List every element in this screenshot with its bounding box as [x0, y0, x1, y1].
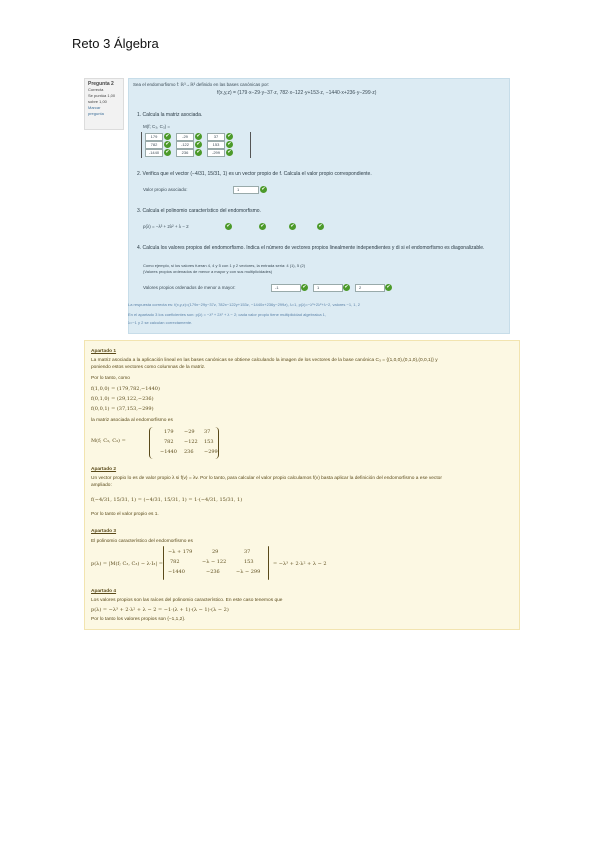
question-state: Correcta: [88, 87, 104, 92]
part3-formula: p(λ) = −λ³ + 2λ² + λ − 2: [143, 224, 189, 229]
eigenvalue-input[interactable]: [233, 186, 259, 194]
solution-matrix-label: M(f; C₃, C₃) =: [91, 438, 126, 444]
question-intro: Sea el endomorfismo f: ℝ³→ℝ³ definido en las bases canónicas por:: [133, 82, 270, 87]
solution-text-4a: Los valores propios son las raíces del polinomio característico. En este caso tenemos que: [91, 598, 283, 603]
check-icon: ✔: [290, 223, 295, 229]
char-matrix-entry: −λ − 122: [202, 559, 227, 565]
matrix-cell-2-2[interactable]: -122: [176, 141, 194, 149]
question-number: Pregunta 2: [88, 81, 114, 87]
solution-eq-2: f(−4/31, 15/31, 1) = (−4/31, 15/31, 1) = 1·(−4/31, 15/31, 1): [91, 497, 243, 503]
eigenvalue-1-input[interactable]: [271, 284, 301, 292]
check-icon: ✔: [165, 141, 170, 147]
check-icon: ✔: [302, 284, 307, 290]
char-matrix-entry: 782: [170, 559, 180, 565]
matrix-cell-3-3[interactable]: -299: [207, 149, 225, 157]
char-matrix-entry: 29: [212, 549, 219, 555]
matrix-cell-1-2[interactable]: -29: [176, 133, 194, 141]
matrix-entry: −299: [204, 449, 218, 455]
char-matrix-entry: 153: [244, 559, 254, 565]
check-icon: ✔: [196, 133, 201, 139]
matrix-entry: 179: [164, 429, 174, 435]
flag-question-link-2[interactable]: pregunta: [88, 111, 104, 116]
flag-question-link[interactable]: Marcar: [88, 105, 101, 110]
part1-label: 1. Calcula la matriz asociada.: [137, 112, 203, 118]
eigenvalue-3-value: 2: [359, 285, 362, 290]
solution-heading-3: Apartado 3: [91, 529, 117, 534]
matrix-cell-2-1[interactable]: 782: [145, 141, 163, 149]
image-vector-1: f(1,0,0) = (179,782,−1440): [91, 386, 160, 392]
part2-answer-label: Valor propio asociado:: [143, 187, 188, 192]
solution-p3-label: p(λ) = |M(f; C₃, C₃) − λ·I₃| =: [91, 561, 163, 567]
part4-note1: Como ejemplo, si los valores fueran 4, 4 y 5 con 1 y 2 vectores, la entrada seria: 4 (1), 5 (2): [143, 263, 306, 268]
solution-matrix: [149, 427, 219, 459]
char-matrix-entry: 37: [244, 549, 251, 555]
matrix-input-grid: [141, 132, 251, 158]
part4-answer-label: Valores propios ordenados de menor a mayor:: [143, 285, 236, 290]
question-grade-max: sobre 1,00: [88, 99, 107, 104]
solution-text-3a: El polinomio característico del endomorfismo es: [91, 539, 193, 544]
matrix-entry: −122: [184, 439, 198, 445]
check-icon: ✔: [344, 284, 349, 290]
solution-heading-1: Apartado 1: [91, 349, 117, 354]
question-formula: f(x,y,z) = (179·x−29·y−37·z, 782·x−122·y+153·z, −1440·x+236·y−299·z): [217, 90, 377, 96]
check-icon: ✔: [227, 149, 232, 155]
solution-text-4b: p(λ) = −λ³ + 2·λ² + λ − 2 = −1·(λ + 1)·(λ − 1)·(λ − 2): [91, 607, 229, 613]
solution-char-matrix: [163, 546, 269, 580]
part3-label: 3. Calcula el polinomio característico del endomorfismo.: [137, 208, 261, 214]
matrix-label: M(f; C₃, C₃) =: [143, 124, 171, 129]
solution-text-1b: poniendo estos vectores como columnas de la matriz.: [91, 365, 206, 370]
part4-note2: (Valores propios ordenados de menor a mayor y con sus multiplicidades): [143, 269, 273, 274]
check-icon: ✔: [196, 141, 201, 147]
feedback-line-3: λ=−1 y 2 se calculan correctamente.: [128, 320, 193, 325]
feedback-line-2: En el apartado 3 los coeficientes son: p(λ) = −λ³ + 2λ² + λ − 2; cada valor propio tiene multiplicidad algebraica 1,: [128, 312, 326, 317]
check-icon: ✔: [226, 223, 231, 229]
solution-text-2b: ampliado:: [91, 483, 112, 488]
question-grade: Se puntúa 1,00: [88, 93, 116, 98]
question-panel: [84, 78, 510, 334]
eigenvalue-3-input[interactable]: [355, 284, 385, 292]
char-matrix-entry: −1440: [168, 569, 185, 575]
matrix-entry: 782: [164, 439, 174, 445]
eigenvalue-1-value: -1: [275, 285, 279, 290]
check-icon: ✔: [318, 223, 323, 229]
check-icon: ✔: [227, 133, 232, 139]
image-vector-2: f(0,1,0) = (29,122,−236): [91, 396, 154, 402]
solution-heading-2: Apartado 2: [91, 467, 117, 472]
matrix-cell-3-2[interactable]: 236: [176, 149, 194, 157]
solution-text-1c: Por lo tanto, como: [91, 376, 130, 381]
matrix-entry: 153: [204, 439, 214, 445]
page-title: Reto 3 Álgebra: [72, 36, 159, 51]
solution-text-1a: La matriz asociada a la aplicación lineal en las bases canónicas se obtiene calculando la imagen de los vectores de la base canónica C₃ = {(1,0,0),(0,1,0),(0,0,1)} y: [91, 358, 438, 363]
check-icon: ✔: [165, 149, 170, 155]
matrix-entry: 37: [204, 429, 211, 435]
matrix-entry: 236: [184, 449, 194, 455]
solution-panel: [84, 340, 520, 630]
check-icon: ✔: [227, 141, 232, 147]
check-icon: ✔: [165, 133, 170, 139]
solution-text-1d: la matriz asociada al endomorfismo es: [91, 418, 173, 423]
matrix-cell-3-1[interactable]: -1440: [145, 149, 163, 157]
matrix-entry: −1440: [160, 449, 177, 455]
char-matrix-entry: −236: [206, 569, 220, 575]
image-vector-3: f(0,0,1) = (37,153,−299): [91, 406, 154, 412]
solution-heading-4: Apartado 4: [91, 589, 117, 594]
matrix-cell-1-3[interactable]: 37: [207, 133, 225, 141]
solution-text-2a: Un vector propio lo es de valor propio λ si f(v) = λv. Por lo tanto, para calcular el valor propio calculamos f(v) basta aplicar la definición del endomorfismo a ese vector: [91, 476, 442, 481]
part2-label: 2. Verifica que el vector (−4/31, 15/31, 1) es un vector propio de f. Calcula el valor propio correspondiente.: [137, 171, 372, 177]
char-poly-result: = −λ³ + 2·λ² + λ − 2: [273, 561, 327, 567]
eigenvalue-input-value: 1: [237, 187, 240, 192]
eigenvalue-2-input[interactable]: [313, 284, 343, 292]
check-icon: ✔: [386, 284, 391, 290]
feedback-line-1: La respuesta correcta es: f(x,y,z)=(179x−29y−37z, 782x−122y+153z, −1440x+236y−299z), λ=1, p(λ)=−λ³+2λ²+λ−2, valores −1, 1, 2: [128, 302, 360, 307]
matrix-cell-2-3[interactable]: 153: [207, 141, 225, 149]
check-icon: ✔: [260, 223, 265, 229]
solution-text-2c: Por lo tanto el valor propio es 1.: [91, 512, 159, 517]
question-info: [84, 78, 124, 130]
check-icon: ✔: [196, 149, 201, 155]
part4-label: 4. Calcula los valores propios del endomorfismo. Indica el número de vectores propios linealmente independientes y di si el endomorfismo es diagonalizable.: [137, 245, 485, 251]
eigenvalue-2-value: 1: [317, 285, 320, 290]
solution-text-4c: Por lo tanto los valores propios son {−1,1,2}.: [91, 617, 186, 622]
matrix-cell-1-1[interactable]: 179: [145, 133, 163, 141]
question-formulation: [128, 78, 510, 334]
char-matrix-entry: −λ + 179: [168, 549, 193, 555]
char-matrix-entry: −λ − 299: [236, 569, 261, 575]
matrix-entry: −29: [184, 429, 195, 435]
check-icon: ✔: [261, 186, 266, 192]
